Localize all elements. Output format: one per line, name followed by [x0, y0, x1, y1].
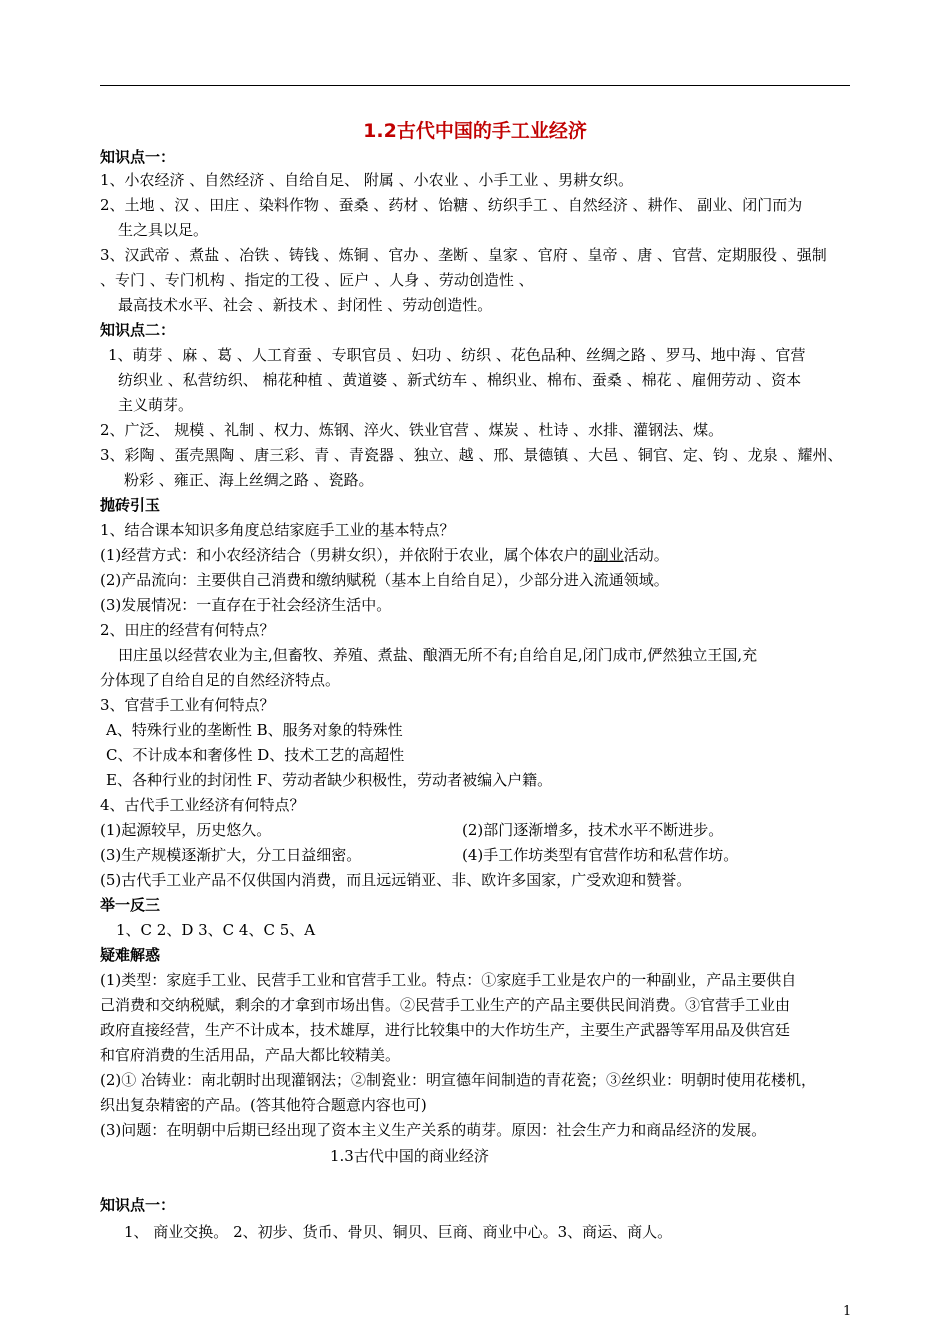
question-2: 2、田庄的经营有何特点？ — [100, 621, 275, 639]
text-line: 最高技术水平、社会 、新技术 、封闭性 、劳动创造性。 — [118, 296, 493, 314]
text-line: 2、广泛、 规模 、礼制 、权力、炼钢、淬火、铁业官营 、煤炭 、杜诗 、水排、灌钢法、煤。 — [100, 421, 724, 439]
answer-3-line-2: C、不计成本和奢侈性 D、技术工艺的高超性 — [106, 746, 405, 764]
page-number: 1 — [843, 1304, 852, 1319]
text-line: 1、 商业交换。 2、初步、货币、骨贝、铜贝、巨商、商业中心。3、商运、商人。 — [124, 1223, 673, 1241]
text-line: 、专门 、专门机构 、指定的工役 、匠户 、人身 、劳动创造性 、 — [100, 271, 534, 289]
answer-3-line-3: E、各种行业的封闭性 F、劳动者缺少积极性，劳动者被编入户籍。 — [106, 771, 553, 789]
answer-1-3: (3)发展情况：一直存在于社会经济生活中。 — [100, 596, 392, 614]
answer-4-2: (2)部门逐渐增多，技术水平不断进步。 — [462, 821, 724, 839]
text-line: 和官府消费的生活用品，产品大都比较精美。 — [100, 1046, 401, 1064]
answer-3-line-1: A、特殊行业的垄断性 B、服务对象的特殊性 — [106, 721, 403, 739]
text-line: (2)① 冶铸业：南北朝时出现灌钢法；②制瓷业：明宣德年间制造的青花瓷；③丝织业：明朝时使用花楼机， — [100, 1071, 817, 1089]
text-line: 政府直接经营，生产不计成本，技术雄厚，进行比较集中的大作坊生产，主要生产武器等军用品及供宫廷 — [100, 1021, 791, 1039]
text-line: 主义萌芽。 — [118, 396, 194, 414]
section-subtitle: 1.3古代中国的商业经济 — [330, 1147, 489, 1165]
text-line: 粉彩 、雍正、海上丝绸之路 、瓷路。 — [124, 471, 374, 489]
text-line: 己消费和交纳税赋，剩余的才拿到市场出售。②民营手工业生产的产品主要供民间消费。③官营手工业由 — [100, 996, 791, 1014]
question-4: 4、古代手工业经济有何特点？ — [100, 796, 305, 814]
answer-key: 1、C 2、D 3、C 4、C 5、A — [116, 921, 316, 939]
text-line: (1)类型：家庭手工业、民营手工业和官营手工业。特点：①家庭手工业是农户的一种副业，产品主要供自 — [100, 971, 797, 989]
text-line: 生之具以足。 — [118, 221, 209, 239]
answer-2-line-1: 田庄虽以经营农业为主,但畜牧、养殖、煮盐、酿酒无所不有;自给自足,闭门成市,俨然独立王国,充 — [118, 646, 758, 664]
answer-4-4: (4)手工作坊类型有官营作坊和私营作坊。 — [462, 846, 739, 864]
page-title: 1.2古代中国的手工业经济 — [363, 120, 587, 142]
section-heading-knowledge-2: 知识点二： — [100, 321, 176, 339]
text-line: 1、小农经济 、自然经济 、自给自足、 附属 、小农业 、小手工业 、男耕女织。 — [100, 171, 634, 189]
text-line: 纺织业 、私营纺织、 棉花种植 、黄道婆 、新式纺车 、棉织业、棉布、蚕桑 、棉花 、雇佣劳动 、资本 — [118, 371, 802, 389]
question-1: 1、结合课本知识多角度总结家庭手工业的基本特点？ — [100, 521, 455, 539]
answer-4-1: (1)起源较早，历史悠久。 — [100, 821, 272, 839]
text-line: 2、土地 、汉 、田庄 、染料作物 、蚕桑 、药材 、饴糖 、纺织手工 、自然经济 、耕作、 副业、闭门而为 — [100, 196, 803, 214]
answer-4-3: (3)生产规模逐渐扩大，分工日益细密。 — [100, 846, 362, 864]
answer-1-1: (1)经营方式：和小农经济结合（男耕女织），并依附于农业，属个体农户的副业活动。 — [100, 546, 669, 564]
text-line: 3、汉武帝 、煮盐 、冶铁 、铸钱 、炼铜 、官办 、垄断 、皇家 、官府 、皇帝 、唐 、官营、定期服役 、强制 — [100, 246, 827, 264]
answer-2-line-2: 分体现了自给自足的自然经济特点。 — [100, 671, 341, 689]
section-heading-knowledge-1b: 知识点一： — [100, 1196, 176, 1214]
section-heading-inspiration: 抛砖引玉 — [100, 496, 161, 514]
text-line: 1、萌芽 、麻 、葛 、人工育蚕 、专职官员 、妇功 、纺织 、花色品种、丝绸之路 、罗马、地中海 、官营 — [108, 346, 806, 364]
question-3: 3、官营手工业有何特点？ — [100, 696, 275, 714]
text-line: (3)问题：在明朝中后期已经出现了资本主义生产关系的萌芽。原因：社会生产力和商品经济的发展。 — [100, 1121, 767, 1139]
underlined-word: 副业 — [593, 546, 624, 564]
section-heading-difficulties: 疑难解惑 — [100, 946, 161, 964]
answer-1-2: (2)产品流向：主要供自己消费和缴纳赋税（基本上自给自足），少部分进入流通领域。 — [100, 571, 669, 589]
section-heading-knowledge-1: 知识点一： — [100, 148, 176, 166]
header-rule — [100, 85, 850, 86]
answer-4-5: (5)古代手工业产品不仅供国内消费，而且远远销亚、非、欧许多国家，广受欢迎和赞誉。 — [100, 871, 692, 889]
section-heading-practice: 举一反三 — [100, 896, 161, 914]
text-line: 织出复杂精密的产品。(答其他符合题意内容也可) — [100, 1096, 427, 1114]
text-line: 3、彩陶 、蛋壳黑陶 、唐三彩、青 、青瓷器 、独立、越 、邢、景德镇 、大邑 、铜官、定、钧 、龙泉 、耀州、 — [100, 446, 843, 464]
